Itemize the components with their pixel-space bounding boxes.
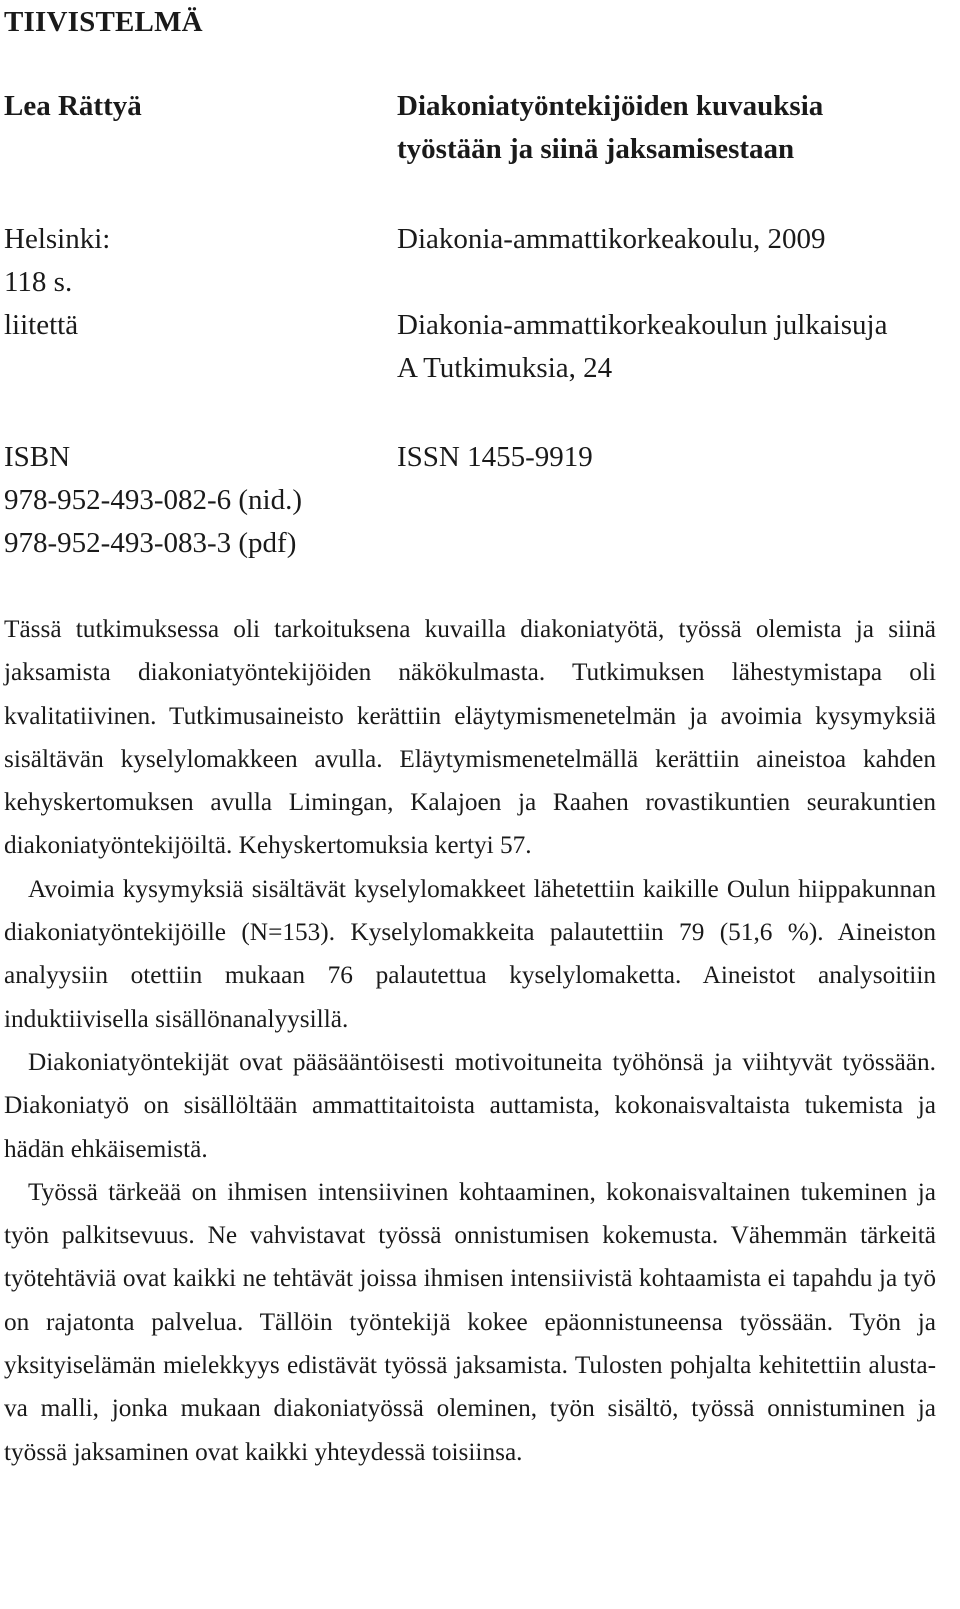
- isbn-label: ISBN: [4, 441, 71, 473]
- place-label: Helsinki:: [4, 223, 111, 255]
- work-title-line-1: Diakoniatyöntekijöiden kuvauksia: [397, 90, 824, 122]
- publisher: Diakonia-ammattikorkeakoulu, 2009: [397, 223, 826, 255]
- page-title: TIIVISTELMÄ: [4, 6, 203, 38]
- issn: ISSN 1455-9919: [397, 441, 593, 473]
- series-line-2: A Tutkimuksia, 24: [397, 352, 613, 384]
- author-name: Lea Rättyä: [4, 90, 142, 122]
- appendix-label: liitettä: [4, 309, 79, 341]
- abstract-paragraph-4: Työssä tärkeää on ihmisen intensiivinen kohtaaminen, kokonaisvaltainen tukeminen ja työn palkitsevuus. Ne vahvistavat työssä onnistumisen kokemusta. Vähemmän tärkeitä työtehtäviä ovat kaikki ne tehtävät joissa ihmisen intensiivistä kohtaamista ei tapahdu ja työ on rajatonta palvelua. Tällöin työntekijä kokee epäonnistuneensa työssään. Työn ja yksityiselämän mielekkyys edistävät työssä jaksamista. Tulosten pohjalta kehitettiin alustava malli, jonka mukaan diakoniatyössä oleminen, työn sisältö, työssä onnistuminen ja työssä jaksaminen ovat kaikki yhteydessä toisiinsa.: [4, 1177, 936, 1466]
- abstract-paragraph-3: Diakoniatyöntekijät ovat pääsääntöisesti motivoituneita työhönsä ja viihtyvät työssään. Diakoniatyö on sisällöltään ammattitaitoista auttamista, kokonaisvaltaista tukemista ja hädän ehkäisemistä.: [4, 1047, 936, 1163]
- abstract-body: [4, 608, 936, 1474]
- work-title-line-2: työstään ja siinä jaksamisestaan: [397, 133, 795, 165]
- page-count: 118 s.: [4, 266, 73, 298]
- abstract-paragraph-2: Avoimia kysymyksiä sisältävät kyselylomakkeet lähetettiin kaikille Oulun hiippakunnan diakoniatyöntekijöille (N=153). Kyselylomakkeita palautettiin 79 (51,6 %). Aineiston analyysiin otettiin mukaan 76 palautettua kyselylomaketta. Aineistot analysoitiin induktiivisella sisällönanalyysillä.: [4, 874, 936, 1033]
- series-line-1: Diakonia-ammattikorkeakoulun julkaisuja: [397, 309, 888, 341]
- isbn-print: 978-952-493-082-6 (nid.): [4, 484, 303, 516]
- isbn-pdf: 978-952-493-083-3 (pdf): [4, 527, 297, 559]
- abstract-paragraph-1: Tässä tutkimuksessa oli tarkoituksena kuvailla diakoniatyötä, työssä olemista ja siinä jaksamista diakoniatyöntekijöiden näkökulmasta. Tutkimuksen lähestymistapa oli kvalitatiivinen. Tutkimusaineisto kerättiin eläytymismenetelmän ja avoimia kysymyksiä sisältävän kyselylomakkeen avulla. Eläytymismenetelmällä kerättiin aineistoa kahden kehyskertomuksen avulla Limingan, Kalajoen ja Raahen rovastikuntien seurakuntien diakoniatyöntekijöiltä. Kehyskertomuksia kertyi 57.: [4, 615, 936, 860]
